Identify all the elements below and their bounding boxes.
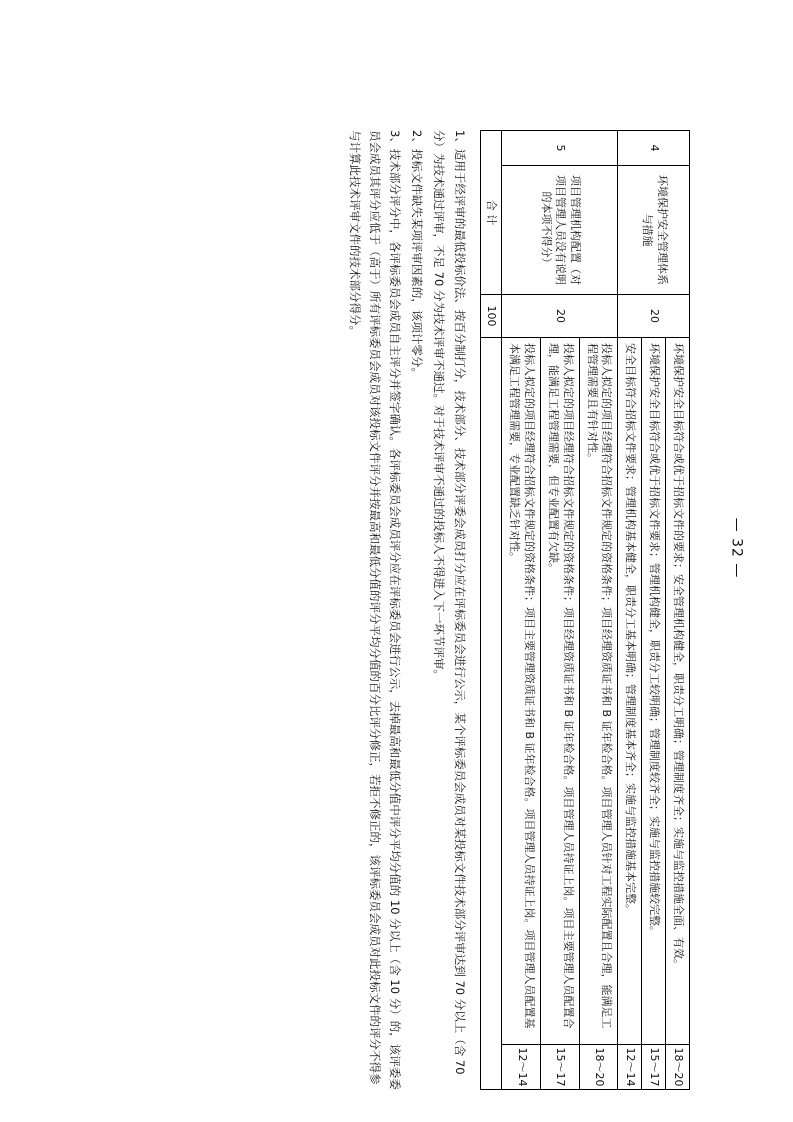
note-item: 3、技术部分评分中，各评标委员会成员自主评分并签字确认。各评标委员会成员评分应在评标委员会进行公示，去掉最高和最低分值中评分平均分值的 10 分以上（含 10 分）的，该评委委员会成员其评分应低于（高于）所有评标委员会成员对该投标文件评分并按最高和最低分值的评分平均分值的百分比评分修正，若拒不修正的，该评标委员会成员对此投标文件的评分不得参与计算此技术评审文件的技术部分得分。 — [347, 130, 403, 1090]
criteria-line — [540, 338, 579, 1089]
criteria-line — [502, 338, 540, 1089]
table-row — [502, 131, 618, 1090]
criteria-points: 18～20 — [666, 1044, 689, 1089]
criteria-points: 12～14 — [618, 1044, 641, 1089]
evaluation-criteria-table — [480, 130, 690, 1090]
criteria-points: 18～20 — [580, 1044, 618, 1089]
row-item: 项目管理机构配置（对项目管理人员没有说明的本项不得分） — [502, 166, 618, 295]
criteria-text: 投标人拟定的项目经理符合招标文件规定的资格条件；项目经理资质证书和 B 证年检合格。项目管理人员持证上岗。项目主要管理人员配置合理，能满足工程管理需要，但专业配置有欠缺。 — [546, 343, 575, 1029]
table-row — [618, 131, 690, 1090]
criteria-line — [579, 338, 618, 1089]
criteria-text: 环境保护安全目标符合或优于招标文件的要求；安全管理机构健全，职责分工明确；管理制度齐全；实施与监控措施全面、有效。 — [672, 343, 685, 970]
note-item: 1、适用于经评审的最低投标价法、按百分制打分，技术部分、技术部分评委会成员打分应在评标委员会进行公示，某个评标委员会成员对某投标文件技术部分评审达到 70 分以上（含 70 分）为技术通过评审，不足 70 分为技术评审不通过。对于技术评审不通过的投标人不得进入下一环节评审。 — [432, 130, 467, 1075]
row-no: 5 — [502, 131, 618, 166]
criteria-text: 投标人拟定的项目经理符合招标文件规定的资格条件；项目经理资质证书和 B 证年检合格。项目管理人员针对工程实际配置且合理，能满足工程管理需要且有针对性。 — [585, 343, 614, 1029]
criteria-line — [665, 338, 689, 1089]
criteria-points: 15～17 — [642, 1044, 665, 1089]
criteria-text: 安全目标符合招标文件要求；管理机构基本健全，职责分工基本明确；管理制度基本齐全；实施与监控措施基本完整。 — [624, 343, 638, 915]
row-criteria — [502, 338, 618, 1090]
row-criteria — [618, 338, 690, 1090]
criteria-text: 环境保护安全目标符合或优于招标文件要求；管理机构健全，职责分工较明确；管理制度较齐全；实施与监控措施较完整。 — [648, 343, 662, 937]
row-item: 环境保护安全管理体系与措施 — [618, 166, 690, 295]
total-empty — [480, 338, 502, 1090]
criteria-points: 15～17 — [541, 1044, 579, 1089]
row-score: 20 — [502, 295, 618, 338]
row-score: 20 — [618, 295, 690, 338]
total-score: 100 — [480, 295, 502, 338]
criteria-line — [618, 338, 641, 1089]
total-label: 合 计 — [480, 131, 502, 295]
criteria-line — [641, 338, 665, 1089]
table-total-row — [480, 131, 502, 1090]
page-number: — 32 — — [728, 517, 745, 579]
note-item: 2、投标文件缺失某项评审因素的，该项计零分。 — [410, 130, 425, 379]
rotated-content-wrapper — [130, 130, 690, 1090]
notes-section — [345, 130, 470, 1090]
criteria-points: 12～14 — [502, 1044, 540, 1089]
criteria-text: 投标人拟定的项目经理符合招标文件规定的资格条件；项目主要管理资质证书和 B 证年检合格。项目管理人员持证上岗。项目管理人员配置基本满足工程管理需要，专业配置缺乏针对性。 — [508, 343, 537, 1029]
row-no: 4 — [618, 131, 690, 166]
